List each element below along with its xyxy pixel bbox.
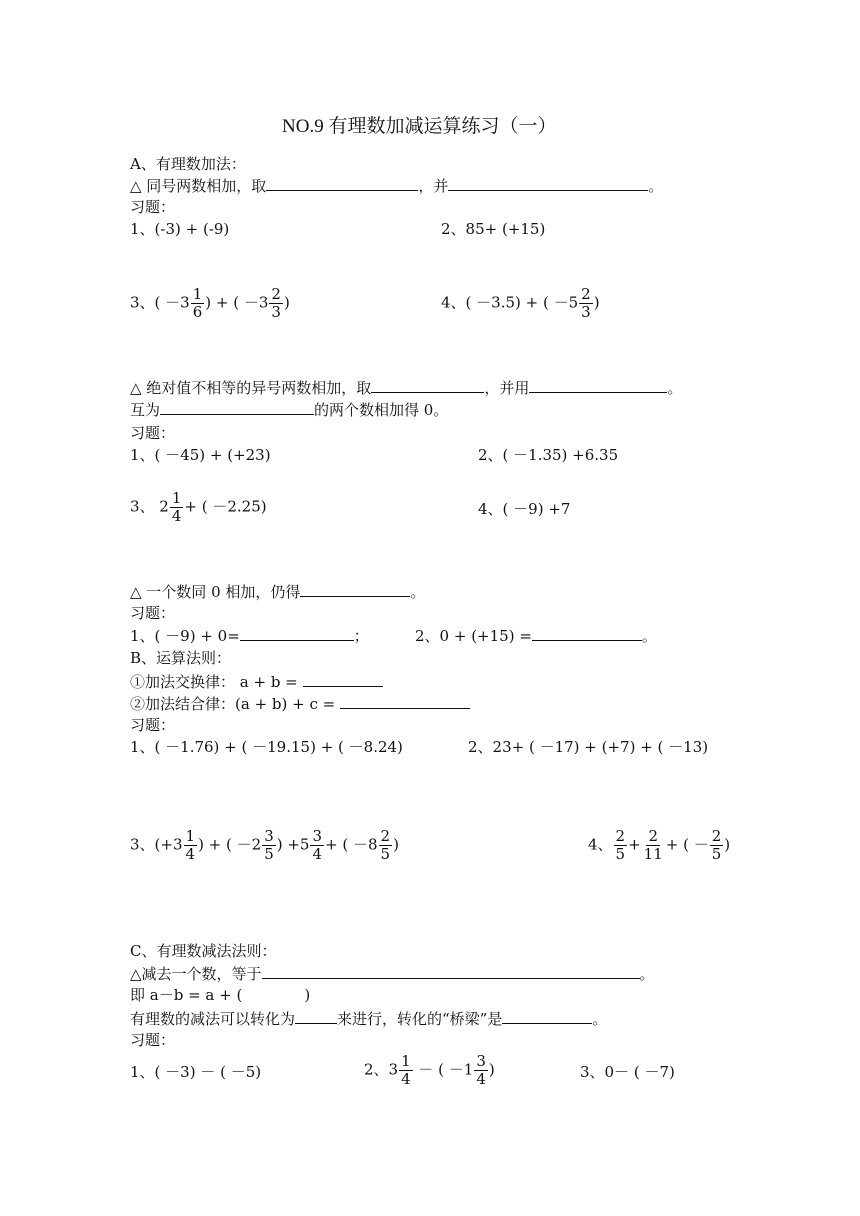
exercise-e2: 2、3 $\frac{1}{4}$ － ( －1 $\frac{3}{4}$ ) bbox=[364, 1052, 495, 1088]
rule-add-zero: △ 一个数同 0 相加，仍得 。 bbox=[130, 583, 426, 601]
associative-law: ②加法结合律：(a + b) + c = bbox=[130, 694, 470, 713]
exercise-a3: 3、( －3 $\frac{1}{6}$ ) + ( －3 $\frac{2}{3}$ ) bbox=[130, 285, 290, 321]
answer-blank[interactable] bbox=[266, 176, 418, 191]
section-c-heading: C、有理数减法法则： bbox=[130, 942, 277, 960]
exercise-e3: 3、0－ ( －7) bbox=[580, 1063, 675, 1081]
exercise-b2: 2、( －1.35) +6.35 bbox=[478, 446, 619, 464]
exercise-b4: 4、( －9) +7 bbox=[478, 500, 571, 518]
exercise-d1: 1、( －1.76) + ( －19.15) + ( －8.24) bbox=[130, 738, 403, 756]
exercise-d4: 4、 $\frac{2}{5}$ + $\frac{2}{11}$ + ( － $\frac{2}{5}$ ) bbox=[588, 827, 731, 863]
practice-label: 习题： bbox=[130, 716, 176, 734]
page-title: NO.9 有理数加减运算练习（一） bbox=[282, 116, 557, 137]
fraction: $\frac{1}{6}$ bbox=[192, 285, 203, 321]
fraction: $\frac{2}{5}$ bbox=[711, 827, 722, 863]
fraction: $\frac{2}{11}$ bbox=[643, 827, 663, 863]
rule-text: △ 同号两数相加，取 bbox=[130, 177, 267, 195]
rule-subtraction: △减去一个数，等于 。 bbox=[130, 965, 655, 983]
answer-blank[interactable] bbox=[448, 176, 648, 191]
fraction: $\frac{1}{4}$ bbox=[401, 1052, 411, 1088]
answer-blank[interactable] bbox=[340, 694, 470, 709]
answer-blank[interactable] bbox=[160, 400, 314, 415]
rule-subtraction-formula: 即 a－b = a + ( ) bbox=[130, 986, 311, 1004]
answer-blank[interactable] bbox=[502, 1009, 592, 1024]
fraction: $\frac{3}{4}$ bbox=[476, 1052, 486, 1088]
rule-opposite: 互为 的两个数相加得 0。 bbox=[130, 401, 449, 419]
practice-label: 习题： bbox=[130, 424, 176, 442]
rule-text: ，并 bbox=[418, 177, 449, 195]
section-a-heading: A、有理数加法： bbox=[130, 155, 246, 173]
exercise-e1: 1、( －3) － ( －5) bbox=[130, 1063, 262, 1081]
exercise-b1: 1、( －45) + (+23) bbox=[130, 446, 271, 464]
practice-label: 习题： bbox=[130, 198, 176, 216]
fraction: $\frac{2}{5}$ bbox=[615, 827, 626, 863]
fraction: $\frac{3}{5}$ bbox=[264, 827, 274, 863]
exercise-a2: 2、85+ (+15) bbox=[441, 220, 546, 238]
exercise-d2: 2、23+ ( －17) + (+7) + ( －13) bbox=[468, 738, 709, 756]
rule-different-sign: △ 绝对值不相等的异号两数相加，取 ，并用 。 bbox=[130, 379, 683, 397]
exercise-c1: 1、( －9) + 0= ； bbox=[130, 627, 369, 645]
answer-blank[interactable] bbox=[303, 672, 383, 687]
exercise-b3: 3、 2 $\frac{1}{4}$ + ( －2.25) bbox=[130, 489, 267, 525]
commutative-law: ①加法交换律： a + b = bbox=[130, 672, 383, 691]
rule-same-sign bbox=[130, 176, 663, 195]
exercise-a4: 4、( －3.5) + ( －5 $\frac{2}{3}$ ) bbox=[441, 285, 600, 321]
rule-conversion: 有理数的减法可以转化为 来进行，转化的“桥梁”是 。 bbox=[130, 1010, 608, 1028]
answer-blank[interactable] bbox=[300, 582, 410, 597]
fraction: $\frac{1}{4}$ bbox=[171, 489, 182, 525]
fraction: $\frac{2}{3}$ bbox=[271, 285, 281, 321]
exercise-c2: 2、0 + (+15) = 。 bbox=[415, 627, 657, 645]
practice-label: 习题： bbox=[130, 1031, 176, 1049]
fraction: $\frac{2}{3}$ bbox=[581, 285, 591, 321]
section-b-heading: B、运算法则： bbox=[130, 649, 232, 667]
fraction: $\frac{1}{4}$ bbox=[185, 827, 196, 863]
rule-text: 。 bbox=[648, 177, 664, 195]
practice-label: 习题： bbox=[130, 604, 176, 622]
answer-blank[interactable] bbox=[262, 964, 640, 979]
fraction: $\frac{3}{4}$ bbox=[312, 827, 323, 863]
answer-blank[interactable] bbox=[295, 1009, 337, 1024]
answer-blank[interactable] bbox=[529, 378, 667, 393]
exercise-d3: 3、(+3 $\frac{1}{4}$ ) + ( －2 $\frac{3}{5}$ ) +5 $\frac{3}{4}$ + ( －8 $\frac{2}{5}$ ) bbox=[130, 827, 399, 863]
exercise-a1: 1、(-3) + (-9) bbox=[130, 220, 230, 238]
answer-blank[interactable] bbox=[371, 378, 484, 393]
answer-blank[interactable] bbox=[240, 626, 354, 641]
fraction: $\frac{2}{5}$ bbox=[380, 827, 391, 863]
answer-blank[interactable] bbox=[532, 626, 642, 641]
